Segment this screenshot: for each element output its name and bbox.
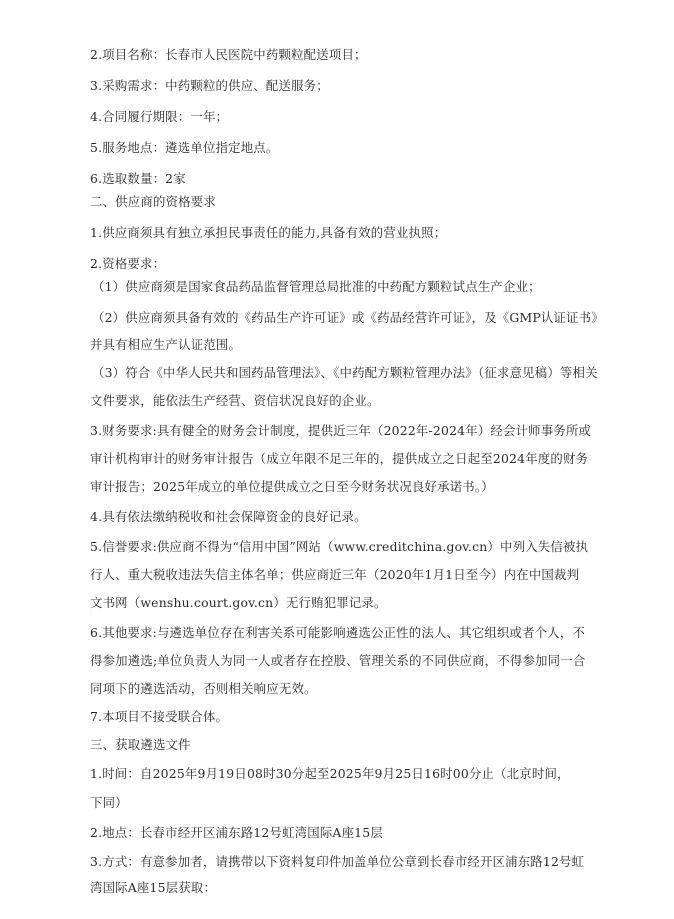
obtain-method-line-cont: 湾国际A座15层获取：	[90, 880, 217, 895]
no-consortium-line: 7.本项目不接受联合体。	[90, 709, 229, 724]
section-heading-obtain-documents: 三、获取遴选文件	[90, 737, 191, 752]
credit-requirement-line-3: 文书网（wenshu.court.gov.cn）无行贿犯罪记录。	[90, 595, 387, 610]
credit-requirement-line-2: 行人、重大税收违法失信主体名单；供应商近三年（2020年1月1日至今）内在中国裁判	[90, 567, 580, 582]
credit-requirement-line-1: 5.信誉要求:供应商不得为“信用中国”网站（www.creditchina.gov.cn）中列入失信被执	[90, 539, 589, 554]
obtain-method-line: 3.方式：有意参加者，请携带以下资料复印件加盖单位公章到长春市经开区浦东路12号虹	[90, 854, 585, 869]
obtain-location-line: 2.地点：长春市经开区浦东路12号虹湾国际A座15层	[90, 825, 383, 840]
financial-requirement-line-3: 审计报告；2025年成立的单位提供成立之日至今财务状况良好承诺书。）	[90, 479, 494, 494]
obtain-time-line: 1.时间：自2025年9月19日08时30分起至2025年9月25日16时00分止（北京时间，	[90, 766, 570, 781]
qualification-item-1: 1.供应商须具有独立承担民事责任的能力,具备有效的营业执照；	[90, 225, 447, 240]
financial-requirement-line-2: 审计机构审计的财务审计报告（成立年限不足三年的，提供成立之日起至2024年度的财务	[90, 451, 589, 466]
qualification-sub-3-cont: 文件要求，能依法生产经营、资信状况良好的企业。	[90, 393, 380, 408]
qualification-item-2: 2.资格要求：	[90, 256, 166, 271]
obtain-time-line-cont: 下同）	[90, 795, 128, 810]
qualification-sub-1: （1）供应商须是国家食品药品监督管理总局批准的中药配方颗粒试点生产企业；	[92, 279, 541, 294]
contract-period-line: 4.合同履行期限：一年；	[90, 109, 229, 124]
project-name-line: 2.项目名称：长春市人民医院中药颗粒配送项目；	[90, 47, 367, 62]
qualification-sub-2-cont: 并具有相应生产认证范围。	[90, 337, 242, 352]
section-heading-qualifications: 二、供应商的资格要求	[90, 194, 216, 209]
other-requirement-line-1: 6.其他要求:与遴选单位存在利害关系可能影响遴选公正性的法人、其它组织或者个人，不	[90, 625, 586, 640]
selection-quantity-line: 6.选取数量：2家	[90, 171, 186, 186]
other-requirement-line-2: 得参加遴选;单位负责人为同一人或者存在控股、管理关系的不同供应商，不得参加同一合	[90, 653, 586, 668]
procurement-demand-line: 3.采购需求：中药颗粒的供应、配送服务；	[90, 78, 329, 93]
tax-record-line: 4.具有依法缴纳税收和社会保障资金的良好记录。	[90, 509, 367, 524]
other-requirement-line-3: 同项下的遴选活动，否则相关响应无效。	[90, 681, 317, 696]
service-location-line: 5.服务地点：遴选单位指定地点。	[90, 140, 279, 155]
qualification-sub-2: （2）供应商须具备有效的《药品生产许可证》或《药品经营许可证》，及《GMP认证证书》	[92, 310, 604, 325]
qualification-sub-3: （3）符合《中华人民共和国药品管理法》、《中药配方颗粒管理办法》（征求意见稿）等相关	[92, 365, 598, 380]
financial-requirement-line-1: 3.财务要求:具有健全的财务会计制度，提供近三年（2022年-2024年）经会计师事务所或	[90, 423, 592, 438]
